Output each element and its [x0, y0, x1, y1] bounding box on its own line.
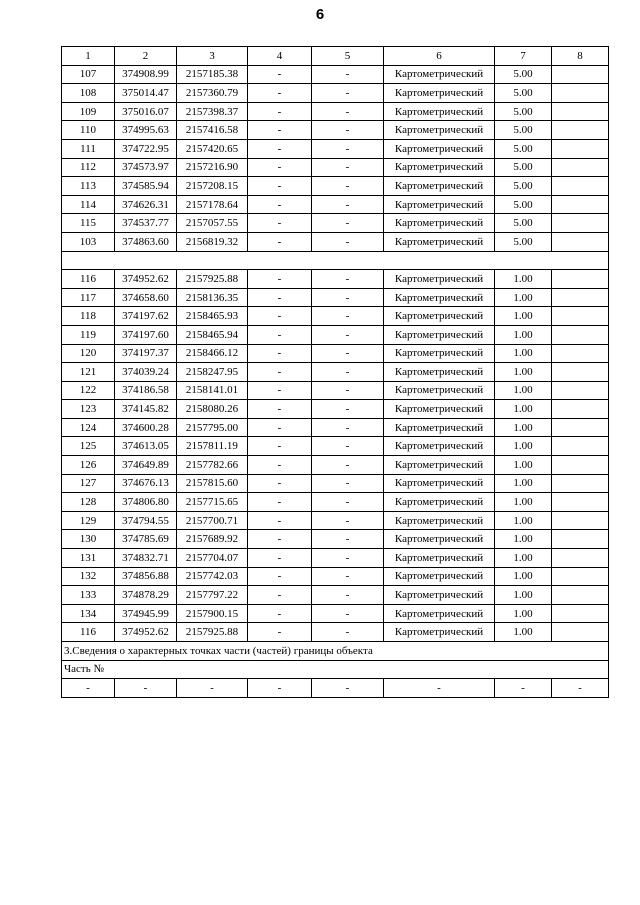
table-cell-col-8: [552, 511, 609, 530]
table-cell-col-8: [552, 381, 609, 400]
table-cell-col-7: 5.00: [495, 139, 552, 158]
table-cell-col-6: Картометрический: [384, 493, 495, 512]
table-cell-col-1: 124: [62, 418, 115, 437]
table-cell-col-1: 119: [62, 325, 115, 344]
table-cell-col-5: -: [312, 418, 384, 437]
table-cell-col-4: -: [248, 344, 312, 363]
table-cell-col-8: [552, 437, 609, 456]
table-cell-col-1: 120: [62, 344, 115, 363]
table-cell-col-5: -: [312, 530, 384, 549]
table-cell-col-7: 7: [495, 47, 552, 66]
table-cell-col-7: 5.00: [495, 121, 552, 140]
table-cell-col-4: -: [248, 65, 312, 84]
table-cell-col-7: 1.00: [495, 493, 552, 512]
table-cell-col-8: [552, 65, 609, 84]
table-cell-col-1: 123: [62, 400, 115, 419]
table-cell-col-2: 374832.71: [115, 549, 177, 568]
table-cell-col-7: 1.00: [495, 288, 552, 307]
table-cell-col-2: 374806.80: [115, 493, 177, 512]
table-cell-col-1: 110: [62, 121, 115, 140]
table-cell-col-4: -: [248, 567, 312, 586]
table-cell-col-3: 2157795.00: [177, 418, 248, 437]
table-cell-col-2: 374878.29: [115, 586, 177, 605]
table-cell-col-1: 128: [62, 493, 115, 512]
table-cell-col-5: -: [312, 84, 384, 103]
table-cell-col-1: 112: [62, 158, 115, 177]
table-cell-col-4: -: [248, 232, 312, 251]
table-header-row: [62, 47, 609, 66]
table-cell-col-3: -: [177, 679, 248, 698]
table-cell-col-8: [552, 623, 609, 642]
table-cell-col-7: 5.00: [495, 195, 552, 214]
table-cell-col-8: [552, 363, 609, 382]
table-cell-col-2: 374186.58: [115, 381, 177, 400]
table-cell-col-6: Картометрический: [384, 400, 495, 419]
table-cell-col-8: [552, 270, 609, 289]
table-row: [62, 158, 609, 177]
table-row: [62, 214, 609, 233]
table-cell-col-8: [552, 84, 609, 103]
table-cell-col-2: 374794.55: [115, 511, 177, 530]
table-cell-col-4: -: [248, 270, 312, 289]
table-cell-col-4: -: [248, 586, 312, 605]
table-cell-col-4: -: [248, 177, 312, 196]
table-cell-col-2: 374945.99: [115, 604, 177, 623]
table-cell-col-2: 374995.63: [115, 121, 177, 140]
table-cell-col-3: 2157925.88: [177, 623, 248, 642]
table-cell-col-5: -: [312, 586, 384, 605]
table-cell-col-3: 2157797.22: [177, 586, 248, 605]
table-cell-col-3: 2158080.26: [177, 400, 248, 419]
table-cell-col-8: [552, 139, 609, 158]
table-cell-col-3: 2158136.35: [177, 288, 248, 307]
table-separator-row: [62, 251, 609, 270]
table-cell-col-5: -: [312, 102, 384, 121]
section-3-title-row: [62, 642, 609, 661]
table-cell-col-4: -: [248, 307, 312, 326]
table-cell-col-5: -: [312, 400, 384, 419]
table-cell-col-5: -: [312, 363, 384, 382]
table-row: [62, 400, 609, 419]
table-cell-col-6: Картометрический: [384, 232, 495, 251]
table-row: [62, 381, 609, 400]
table-cell-col-2: 374585.94: [115, 177, 177, 196]
table-cell-col-3: 2158465.93: [177, 307, 248, 326]
table-cell-col-3: 2157925.88: [177, 270, 248, 289]
table-cell-col-1: 107: [62, 65, 115, 84]
table-cell-col-7: 5.00: [495, 177, 552, 196]
table-cell-col-5: -: [312, 493, 384, 512]
table-cell-col-1: 116: [62, 270, 115, 289]
table-cell-col-8: [552, 325, 609, 344]
table-cell-col-5: -: [312, 344, 384, 363]
table-cell-col-7: 1.00: [495, 400, 552, 419]
table-cell-col-3: 2157742.03: [177, 567, 248, 586]
table-cell-col-3: 2157185.38: [177, 65, 248, 84]
table-cell-col-8: [552, 567, 609, 586]
table-cell-col-4: -: [248, 214, 312, 233]
table-cell-col-6: Картометрический: [384, 214, 495, 233]
table-cell-col-3: 2157815.60: [177, 474, 248, 493]
table-cell-col-3: 2157782.66: [177, 456, 248, 475]
table-cell-col-4: -: [248, 511, 312, 530]
table-cell-col-4: -: [248, 679, 312, 698]
table-cell-col-7: 5.00: [495, 102, 552, 121]
table-cell-col-4: -: [248, 325, 312, 344]
table-cell-col-7: 1.00: [495, 604, 552, 623]
table-cell-col-8: -: [552, 679, 609, 698]
table-cell-col-1: 115: [62, 214, 115, 233]
table-cell-col-1: 130: [62, 530, 115, 549]
table-cell-col-1: 122: [62, 381, 115, 400]
table-cell-col-3: 2158141.01: [177, 381, 248, 400]
table-cell-col-4: 4: [248, 47, 312, 66]
table-cell-col-3: 2157208.15: [177, 177, 248, 196]
table-row: [62, 363, 609, 382]
table-cell-col-5: -: [312, 121, 384, 140]
table-cell-col-2: 374856.88: [115, 567, 177, 586]
table-cell-col-6: Картометрический: [384, 604, 495, 623]
table-cell-col-5: -: [312, 679, 384, 698]
boundary-points-table: [61, 46, 609, 698]
table-cell-col-7: 5.00: [495, 158, 552, 177]
table-cell-col-2: 374145.82: [115, 400, 177, 419]
table-cell-col-8: [552, 604, 609, 623]
table-cell-col-7: 1.00: [495, 381, 552, 400]
table-cell-col-5: -: [312, 437, 384, 456]
table-cell-col-4: -: [248, 158, 312, 177]
table-cell-col-3: 2157416.58: [177, 121, 248, 140]
table-cell-col-4: -: [248, 139, 312, 158]
table-cell-col-1: 125: [62, 437, 115, 456]
table-cell-col-2: 374785.69: [115, 530, 177, 549]
table-row: [62, 270, 609, 289]
table-cell-col-5: -: [312, 456, 384, 475]
table-cell-col-2: 374908.99: [115, 65, 177, 84]
table-cell-col-8: [552, 456, 609, 475]
table-row: [62, 567, 609, 586]
table-cell-col-5: -: [312, 623, 384, 642]
table-cell-col-2: 374863.60: [115, 232, 177, 251]
table-cell-col-3: 2158465.94: [177, 325, 248, 344]
table-cell-col-1: 133: [62, 586, 115, 605]
table-cell-col-5: -: [312, 139, 384, 158]
table-cell-col-3: 2157398.37: [177, 102, 248, 121]
table-cell-col-2: 374039.24: [115, 363, 177, 382]
page-number: 6: [315, 6, 325, 23]
table-cell-col-6: Картометрический: [384, 549, 495, 568]
table-cell-col-7: 1.00: [495, 530, 552, 549]
table-cell-col-5: -: [312, 567, 384, 586]
table-cell-col-8: [552, 549, 609, 568]
table-cell-col-6: Картометрический: [384, 288, 495, 307]
table-cell-col-6: Картометрический: [384, 325, 495, 344]
table-row: [62, 549, 609, 568]
table-row: [62, 604, 609, 623]
table-cell-col-4: -: [248, 474, 312, 493]
table-row: [62, 139, 609, 158]
table-cell-col-3: 3: [177, 47, 248, 66]
table-cell-col-2: 374952.62: [115, 623, 177, 642]
table-cell-col-6: Картометрический: [384, 139, 495, 158]
table-row: [62, 102, 609, 121]
table-cell-col-7: 1.00: [495, 511, 552, 530]
table-cell-col-3: 2157715.65: [177, 493, 248, 512]
table-cell-col-4: -: [248, 121, 312, 140]
table-cell-col-7: 1.00: [495, 418, 552, 437]
table-cell-col-3: 2158247.95: [177, 363, 248, 382]
table-cell-col-2: 374658.60: [115, 288, 177, 307]
table-cell-col-4: -: [248, 288, 312, 307]
table-row: [62, 474, 609, 493]
table-cell-col-7: 1.00: [495, 567, 552, 586]
table-cell-col-4: -: [248, 363, 312, 382]
table-separator-row-cell: [62, 251, 609, 270]
table-cell-col-6: Картометрический: [384, 363, 495, 382]
table-cell-col-7: 5.00: [495, 232, 552, 251]
table-cell-col-6: Картометрический: [384, 474, 495, 493]
table-cell-col-1: 117: [62, 288, 115, 307]
table-cell-col-7: -: [495, 679, 552, 698]
table-cell-col-4: -: [248, 381, 312, 400]
table-cell-col-3: 2157178.64: [177, 195, 248, 214]
table-cell-col-6: Картометрический: [384, 307, 495, 326]
table-row: [62, 437, 609, 456]
table-cell-col-1: 132: [62, 567, 115, 586]
table-row: [62, 344, 609, 363]
table-cell-col-1: 1: [62, 47, 115, 66]
table-cell-col-8: [552, 418, 609, 437]
table-cell-col-4: -: [248, 400, 312, 419]
table-cell-col-6: Картометрический: [384, 437, 495, 456]
table-cell-col-7: 1.00: [495, 586, 552, 605]
table-cell-col-3: 2157900.15: [177, 604, 248, 623]
table-cell-col-8: [552, 232, 609, 251]
table-cell-col-1: 108: [62, 84, 115, 103]
table-cell-col-5: -: [312, 270, 384, 289]
table-cell-col-6: Картометрический: [384, 586, 495, 605]
table-row: [62, 493, 609, 512]
table-cell-col-2: 375014.47: [115, 84, 177, 103]
table-cell-col-3: 2157811.19: [177, 437, 248, 456]
table-cell-col-1: 129: [62, 511, 115, 530]
table-cell-col-8: [552, 344, 609, 363]
table-cell-col-6: Картометрический: [384, 102, 495, 121]
part-label-row: [62, 660, 609, 679]
table-cell-col-7: 1.00: [495, 437, 552, 456]
table-cell-col-2: 374952.62: [115, 270, 177, 289]
table-cell-col-7: 1.00: [495, 623, 552, 642]
table-cell-col-5: -: [312, 307, 384, 326]
table-cell-col-1: 118: [62, 307, 115, 326]
table-cell-col-8: [552, 586, 609, 605]
table-cell-col-6: Картометрический: [384, 270, 495, 289]
table-cell-col-6: Картометрический: [384, 381, 495, 400]
table-cell-col-6: Картометрический: [384, 530, 495, 549]
table-cell-col-1: 134: [62, 604, 115, 623]
table-cell-col-7: 1.00: [495, 363, 552, 382]
table-row: [62, 84, 609, 103]
table-cell-col-6: Картометрический: [384, 84, 495, 103]
table-row: [62, 623, 609, 642]
table-cell-col-5: -: [312, 288, 384, 307]
table-cell-col-2: 374613.05: [115, 437, 177, 456]
table-cell-col-4: -: [248, 102, 312, 121]
table-cell-col-3: 2157420.65: [177, 139, 248, 158]
table-cell-col-3: 2157700.71: [177, 511, 248, 530]
table-cell-col-8: [552, 214, 609, 233]
table-cell-col-4: -: [248, 604, 312, 623]
table-cell-col-2: 374197.62: [115, 307, 177, 326]
table-cell-col-2: 374197.37: [115, 344, 177, 363]
table-row: [62, 121, 609, 140]
table-cell-col-6: Картометрический: [384, 65, 495, 84]
table-cell-col-1: 127: [62, 474, 115, 493]
table-cell-col-6: Картометрический: [384, 177, 495, 196]
table-cell-col-1: 121: [62, 363, 115, 382]
table-cell-col-6: Картометрический: [384, 195, 495, 214]
table-cell-col-7: 1.00: [495, 270, 552, 289]
table-cell-col-1: 116: [62, 623, 115, 642]
table-cell-col-5: -: [312, 604, 384, 623]
table-cell-col-1: 126: [62, 456, 115, 475]
table-cell-col-2: 374537.77: [115, 214, 177, 233]
table-cell-col-7: 5.00: [495, 214, 552, 233]
table-cell-col-7: 1.00: [495, 474, 552, 493]
table-cell-col-3: 2156819.32: [177, 232, 248, 251]
table-cell-col-5: 5: [312, 47, 384, 66]
table-cell-col-3: 2157216.90: [177, 158, 248, 177]
table-cell-col-4: -: [248, 549, 312, 568]
table-cell-col-3: 2157057.55: [177, 214, 248, 233]
table-cell-col-7: 1.00: [495, 307, 552, 326]
table-cell-col-6: Картометрический: [384, 567, 495, 586]
table-cell-col-8: [552, 121, 609, 140]
table-cell-col-5: -: [312, 195, 384, 214]
table-cell-col-4: -: [248, 530, 312, 549]
table-dash-row: [62, 679, 609, 698]
table-cell-col-4: -: [248, 84, 312, 103]
table-cell-col-7: 1.00: [495, 456, 552, 475]
table-cell-col-1: 131: [62, 549, 115, 568]
table-cell-col-3: 2157689.92: [177, 530, 248, 549]
table-cell-col-1: 111: [62, 139, 115, 158]
table-row: [62, 288, 609, 307]
table-cell-col-6: Картометрический: [384, 418, 495, 437]
table-row: [62, 456, 609, 475]
table-row: [62, 418, 609, 437]
table-cell-col-4: -: [248, 456, 312, 475]
table-cell-col-4: -: [248, 437, 312, 456]
table-row: [62, 307, 609, 326]
table-cell-col-8: [552, 400, 609, 419]
table-cell-col-3: 2157704.07: [177, 549, 248, 568]
table-row: [62, 232, 609, 251]
table-cell-col-5: -: [312, 511, 384, 530]
table-cell-col-3: 2157360.79: [177, 84, 248, 103]
table-cell-col-8: [552, 177, 609, 196]
table-cell-col-2: -: [115, 679, 177, 698]
table-cell-col-4: -: [248, 623, 312, 642]
table-row: [62, 325, 609, 344]
table-cell-col-2: 374197.60: [115, 325, 177, 344]
table-cell-col-8: [552, 493, 609, 512]
table-cell-col-8: [552, 474, 609, 493]
table-cell-col-5: -: [312, 325, 384, 344]
table-row: [62, 65, 609, 84]
table-cell-col-7: 1.00: [495, 325, 552, 344]
table-cell-col-4: -: [248, 418, 312, 437]
table-cell-col-8: [552, 530, 609, 549]
table-cell-col-5: -: [312, 232, 384, 251]
table-cell-col-8: [552, 195, 609, 214]
table-cell-col-8: [552, 307, 609, 326]
section-3-title-row-cell: 3.Сведения о характерных точках части (частей) границы объекта: [62, 642, 609, 661]
table-row: [62, 530, 609, 549]
table-row: [62, 195, 609, 214]
table-cell-col-5: -: [312, 177, 384, 196]
table-cell-col-2: 2: [115, 47, 177, 66]
table-cell-col-6: Картометрический: [384, 158, 495, 177]
table-cell-col-5: -: [312, 549, 384, 568]
table-cell-col-8: [552, 102, 609, 121]
table-cell-col-8: [552, 288, 609, 307]
table-cell-col-4: -: [248, 493, 312, 512]
table-cell-col-1: 103: [62, 232, 115, 251]
table-cell-col-2: 374573.97: [115, 158, 177, 177]
table-cell-col-1: 109: [62, 102, 115, 121]
table-cell-col-7: 5.00: [495, 84, 552, 103]
table-cell-col-6: Картометрический: [384, 623, 495, 642]
table-row: [62, 177, 609, 196]
table-cell-col-1: 113: [62, 177, 115, 196]
table-cell-col-2: 374600.28: [115, 418, 177, 437]
table-cell-col-5: -: [312, 158, 384, 177]
table-cell-col-8: [552, 158, 609, 177]
table-cell-col-5: -: [312, 474, 384, 493]
table-cell-col-2: 374626.31: [115, 195, 177, 214]
table-body: [62, 47, 609, 698]
table-cell-col-2: 374722.95: [115, 139, 177, 158]
table-cell-col-8: 8: [552, 47, 609, 66]
table-row: [62, 511, 609, 530]
table-row: [62, 586, 609, 605]
table-cell-col-5: -: [312, 214, 384, 233]
table-cell-col-2: 374649.89: [115, 456, 177, 475]
table-cell-col-4: -: [248, 195, 312, 214]
table-cell-col-1: -: [62, 679, 115, 698]
table-cell-col-7: 5.00: [495, 65, 552, 84]
table-cell-col-6: Картометрический: [384, 456, 495, 475]
table-cell-col-7: 1.00: [495, 549, 552, 568]
table-cell-col-5: -: [312, 381, 384, 400]
table-cell-col-6: -: [384, 679, 495, 698]
table-cell-col-2: 375016.07: [115, 102, 177, 121]
table-cell-col-6: 6: [384, 47, 495, 66]
table-cell-col-3: 2158466.12: [177, 344, 248, 363]
table-cell-col-6: Картометрический: [384, 121, 495, 140]
table-cell-col-2: 374676.13: [115, 474, 177, 493]
table-cell-col-5: -: [312, 65, 384, 84]
table-cell-col-7: 1.00: [495, 344, 552, 363]
part-label-row-cell: Часть №: [62, 660, 609, 679]
table-cell-col-6: Картометрический: [384, 344, 495, 363]
table-cell-col-6: Картометрический: [384, 511, 495, 530]
table-cell-col-1: 114: [62, 195, 115, 214]
